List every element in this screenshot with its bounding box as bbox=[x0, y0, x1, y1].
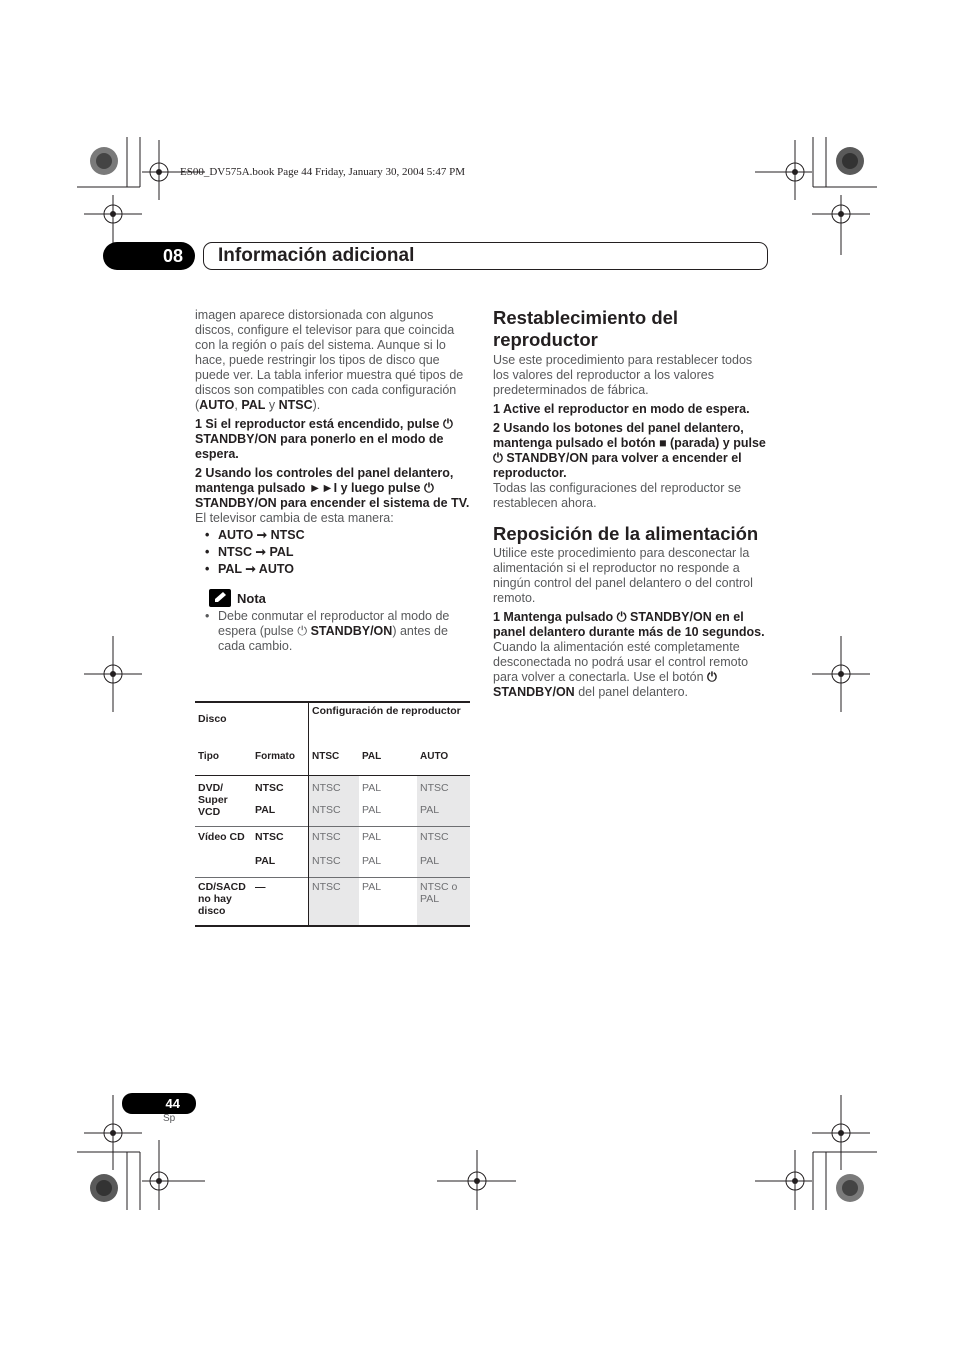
cell-ntsc: NTSC bbox=[309, 851, 360, 878]
s1-step-2-text-c: STANDBY/ON para volver a encender el reproductor. bbox=[493, 451, 742, 480]
language-code: Sp bbox=[163, 1113, 176, 1124]
col-pal: PAL bbox=[362, 751, 382, 762]
changes-text: El televisor cambia de esta manera: bbox=[195, 511, 394, 525]
section-title-reset: Restablecimiento del reproductor bbox=[493, 307, 679, 350]
s2-result bbox=[493, 640, 769, 700]
col-tipo: Tipo bbox=[198, 751, 219, 762]
power-icon: ⏻ bbox=[616, 610, 627, 624]
step-2-text-c: STANDBY/ON para encender el sistema de TV. bbox=[195, 496, 470, 510]
s2-step-1-text: 1 Mantenga pulsado bbox=[493, 610, 617, 624]
section-title-power: Reposición de la alimentación bbox=[493, 523, 759, 544]
chapter-number: 08 bbox=[103, 242, 195, 270]
cell-tipo: DVD/ Super VCD bbox=[198, 782, 228, 818]
intro-text: imagen aparece distorsionada con algunos discos, configure el televisor para que coincida con la región o país del sistema. Aunque si lo hace, puede restringir los tipos de disco que puede ver. La tabla inferior muestra qué tipos de discos son compatibles con cada configuración ( bbox=[195, 308, 464, 412]
cell-formato: NTSC bbox=[255, 831, 284, 843]
step-2-text-b: y luego pulse bbox=[337, 481, 424, 495]
cell-pal: PAL bbox=[362, 881, 382, 893]
compatibility-table bbox=[195, 701, 470, 927]
table-subheader-row bbox=[195, 745, 470, 776]
cell-auto: PAL bbox=[417, 851, 470, 878]
table-header-row bbox=[195, 702, 470, 745]
intro-end: ). bbox=[312, 398, 321, 412]
cell-pal: PAL bbox=[362, 782, 382, 794]
intro-paragraph bbox=[195, 308, 471, 413]
s1-step-2 bbox=[493, 421, 769, 481]
power-icon: ⏻ bbox=[493, 451, 503, 465]
note-pencil-icon bbox=[209, 589, 231, 607]
note-text-b: ) antes de cada cambio. bbox=[218, 624, 448, 653]
power-icon: ⏻ bbox=[297, 624, 308, 638]
section-2-intro: Utilice este procedimiento para desconectar la alimentación si el reproductor no responde a ningún control del panel delantero o del control remoto. bbox=[493, 546, 753, 605]
s2-step-1 bbox=[493, 610, 769, 640]
note-bullet bbox=[195, 609, 471, 654]
bullet-item: • NTSC ➞ PAL bbox=[195, 545, 471, 560]
s2-result-text: Cuando la alimentación esté completamente desconectada no podrá usar el control remoto para volver a conectarla. Use el botón bbox=[493, 640, 749, 684]
step-2-text: 2 Usando los controles del panel delantero, mantenga pulsado bbox=[195, 466, 454, 495]
intro-pal: PAL bbox=[241, 398, 266, 412]
step-2 bbox=[195, 466, 471, 511]
cell-ntsc: NTSC bbox=[309, 776, 360, 801]
s1-step-2-text-b: (parada) y pulse bbox=[666, 436, 766, 450]
table-row bbox=[195, 851, 470, 878]
cell-formato: PAL bbox=[255, 855, 276, 867]
s1-step-2-text: 2 Usando los botones del panel delantero, mantenga pulsado el botón bbox=[493, 421, 744, 450]
col-ntsc: NTSC bbox=[309, 745, 360, 776]
intro-auto: AUTO bbox=[199, 398, 235, 412]
note-header bbox=[195, 589, 471, 609]
right-column bbox=[493, 307, 769, 700]
step-1 bbox=[195, 417, 471, 462]
intro-ntsc: NTSC bbox=[278, 398, 313, 412]
table-row bbox=[195, 878, 470, 927]
cell-formato: NTSC bbox=[255, 782, 284, 794]
page-number: 44 bbox=[122, 1093, 196, 1114]
note-standby: STANDBY/ON bbox=[310, 624, 393, 638]
cell-formato: PAL bbox=[255, 804, 276, 816]
power-icon: ⏻ bbox=[707, 670, 717, 684]
cell-tipo: Vídeo CD bbox=[198, 831, 245, 843]
cell-auto: NTSC bbox=[417, 827, 470, 852]
chapter-title: Información adicional bbox=[218, 245, 415, 266]
col-auto: AUTO bbox=[420, 751, 449, 762]
power-icon: ⏻ bbox=[423, 481, 434, 495]
cell-tipo: CD/SACD no hay disco bbox=[198, 881, 246, 917]
step-1-text-b: STANDBY/ON para ponerlo en el modo de espera. bbox=[195, 432, 444, 461]
table-row bbox=[195, 776, 470, 801]
cell-ntsc: NTSC bbox=[309, 800, 360, 827]
cell-pal: PAL bbox=[362, 804, 382, 816]
section-1-intro: Use este procedimiento para restablecer todos los valores del reproductor a los valores predeterminados de fábrica. bbox=[493, 353, 753, 397]
skip-forward-icon: ►►I bbox=[308, 481, 338, 495]
cell-auto: NTSC bbox=[417, 776, 470, 801]
cell-formato: — bbox=[255, 881, 266, 893]
note-title: Nota bbox=[237, 591, 266, 606]
table-row bbox=[195, 827, 470, 852]
note-text: Debe conmutar el reproductor al modo de espera (pulse bbox=[218, 609, 450, 638]
col-formato: Formato bbox=[255, 751, 295, 762]
stop-icon: ■ bbox=[658, 436, 667, 450]
s1-step-1: 1 Active el reproductor en modo de espera. bbox=[493, 402, 750, 416]
bullet-item: • AUTO ➞ NTSC bbox=[195, 528, 471, 543]
cell-auto: NTSC o PAL bbox=[417, 878, 470, 927]
bullet-item: • PAL ➞ AUTO bbox=[195, 562, 471, 577]
intro-comma: , bbox=[234, 398, 242, 412]
cell-pal: PAL bbox=[362, 831, 382, 843]
left-column bbox=[195, 308, 471, 654]
cell-auto: PAL bbox=[417, 800, 470, 827]
s2-step-1-text-b: STANDBY/ON en el panel delantero durante más de 10 segundos. bbox=[493, 610, 765, 639]
book-info: ES00_DV575A.book Page 44 Friday, January 30, 2004 5:47 PM bbox=[180, 166, 465, 178]
s2-standby: STANDBY/ON bbox=[493, 685, 575, 699]
cell-ntsc: NTSC bbox=[309, 827, 360, 852]
s2-result-text-b: del panel delantero. bbox=[574, 685, 688, 699]
s1-result: Todas las configuraciones del reproductor se restablecen ahora. bbox=[493, 481, 742, 510]
header-config: Configuración de reproductor bbox=[309, 702, 471, 745]
cell-tipo-empty bbox=[195, 851, 252, 878]
power-icon: ⏻ bbox=[442, 417, 453, 431]
header-disco: Disco bbox=[198, 713, 227, 725]
intro-y: y bbox=[265, 398, 279, 412]
cell-pal: PAL bbox=[362, 855, 382, 867]
cell-ntsc: NTSC bbox=[309, 878, 360, 927]
step-1-text: 1 Si el reproductor está encendido, pulse bbox=[195, 417, 443, 431]
